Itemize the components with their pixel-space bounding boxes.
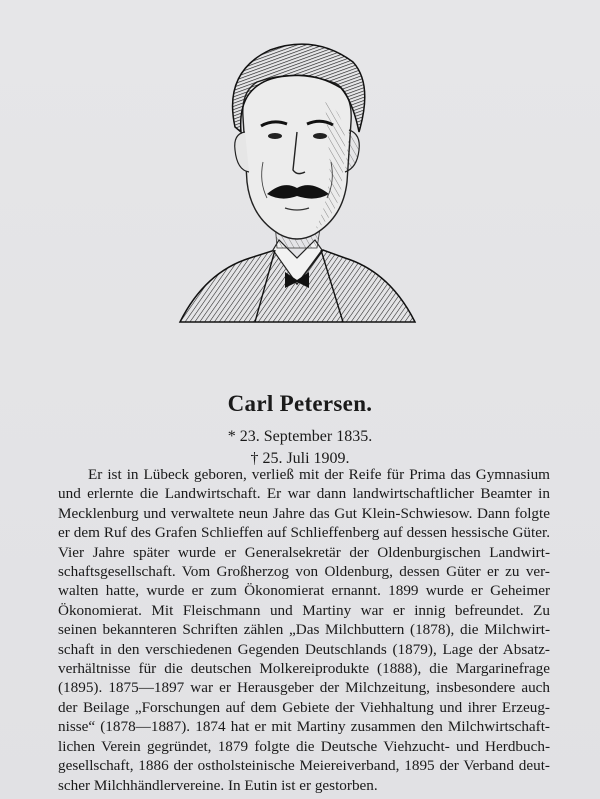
biography-line: und erlernte die Landwirtschaft. Er war dann landwirtschaftlicher Beamter in xyxy=(58,485,550,503)
biography-line: gesellschaft, 1886 der ostholsteinische Meiereiverband, 1895 der Verband deut- xyxy=(58,757,550,775)
biography-line: schaftsgesellschaft. Vom Großherzog von Oldenburg, dessen Güter er zu ver- xyxy=(58,563,550,581)
biography-line: walten hatte, wurde er zum Ökonomierat ernannt. 1899 wurde er Geheimer xyxy=(58,582,550,600)
biography-line: lichen Verein gegründet, 1879 folgte die Deutsche Viehzucht- und Herdbuch- xyxy=(58,737,550,755)
biography-line: Vier Jahre später wurde er Generalsekretär der Oldenburgischen Landwirt- xyxy=(58,543,550,561)
biography-line: Ökonomierat. Mit Fleischmann und Martiny war er innig befreundet. Zu xyxy=(58,601,550,619)
biography-paragraph xyxy=(58,465,550,795)
biography-line: verhältnisse für die deutschen Molkereiprodukte (1888), die Margarinefrage xyxy=(58,660,550,678)
death-date: † 25. Juli 1909. xyxy=(250,450,350,467)
biography-line: seinen bekannteren Schriften zählen „Das Milchbuttern (1878), die Milchwirt- xyxy=(58,621,550,639)
biography-line: Mecklenburg und verwaltete neun Jahre das Gut Klein-Schwiesow. Dann folgte xyxy=(58,504,550,522)
biography-line: er dem Ruf des Grafen Schlieffen auf Schlieffenberg auf dessen hessische Güter. xyxy=(58,524,550,542)
person-name-title: Carl Petersen. xyxy=(227,391,373,416)
portrait-engraving-icon xyxy=(175,22,420,367)
biography-line: nisse“ (1878—1887). 1874 hat er mit Martiny zusammen den Milchwirtschaft- xyxy=(58,718,550,736)
biography-line: Er ist in Lübeck geboren, verließ mit der Reife für Prima das Gymnasium xyxy=(88,466,550,483)
biography-line: scher Milchhändlervereine. In Eutin ist er gestorben. xyxy=(58,776,378,794)
biography-line: der Beilage „Forschungen auf dem Gebiete der Viehhaltung und ihrer Erzeug- xyxy=(58,698,550,716)
biography-line: schaft in den verschiedenen Gegenden Deutschlands (1879), Lage der Absatz- xyxy=(58,640,550,658)
birth-date: * 23. September 1835. xyxy=(227,428,373,445)
biography-line: (1895). 1875—1897 war er Herausgeber der Milchzeitung, insbesondere auch xyxy=(58,679,550,697)
